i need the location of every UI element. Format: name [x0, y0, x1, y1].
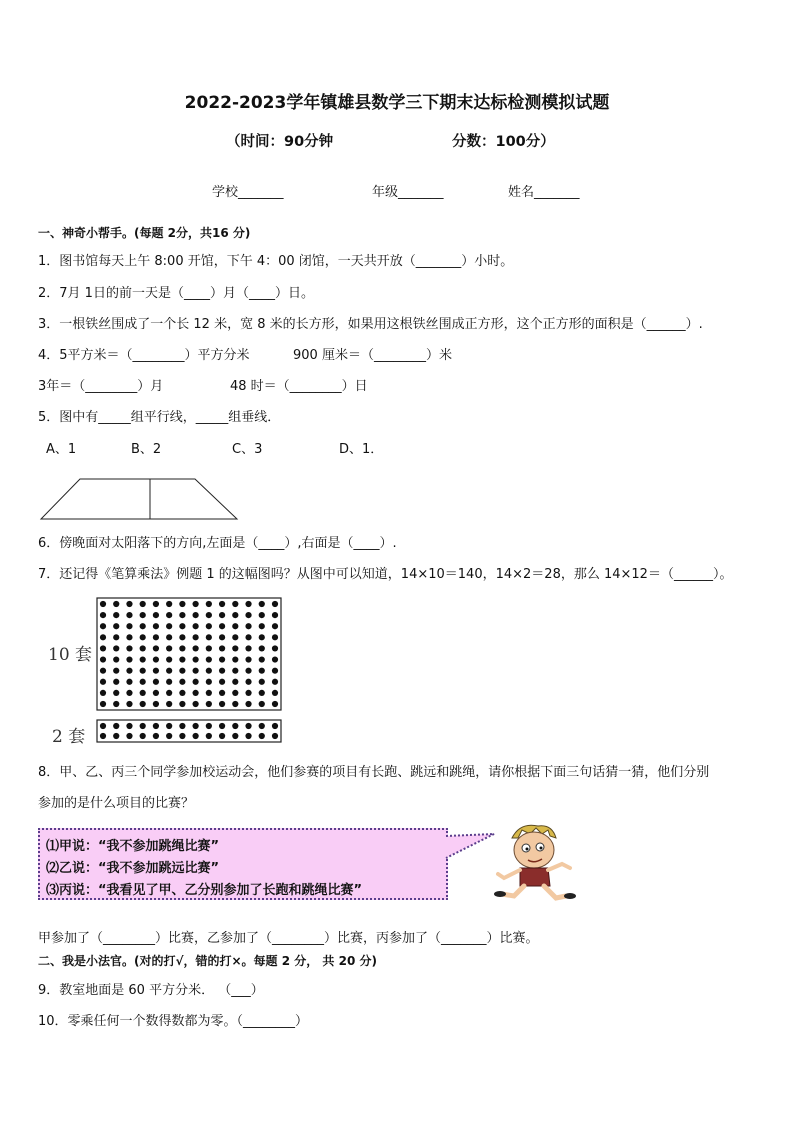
grid-dot [166, 623, 172, 629]
dot-grid-border [97, 598, 281, 710]
grid-dot [113, 623, 119, 629]
grid-dot [193, 733, 199, 739]
grid-dot [100, 623, 106, 629]
question-9: 9．教室地面是 60 平方分米． （___） [38, 983, 264, 998]
grid-dot [140, 656, 146, 662]
grid-dot [126, 679, 132, 685]
grid-dot [140, 623, 146, 629]
grid-dot [166, 668, 172, 674]
grid-dot [153, 733, 159, 739]
grid-dot [232, 656, 238, 662]
grid-dot [113, 668, 119, 674]
grid-dot [179, 634, 185, 640]
grid-dot [259, 634, 265, 640]
grid-dot [206, 612, 212, 618]
grid-dot [259, 601, 265, 607]
grid-dot [259, 723, 265, 729]
grid-dot [245, 733, 251, 739]
dot-grid-label-2: 2 套 [52, 727, 86, 747]
grid-dot [259, 733, 265, 739]
grid-dot [153, 701, 159, 707]
grid-dot [206, 656, 212, 662]
grid-dot [272, 656, 278, 662]
grid-dot [272, 723, 278, 729]
grid-dot [232, 668, 238, 674]
question-1: 1．图书馆每天上午 8:00 开馆，下午 4：00 闭馆，一天共开放（_______）小时。 [38, 254, 514, 269]
grid-dot [193, 601, 199, 607]
grid-dot [140, 701, 146, 707]
grid-dot [245, 623, 251, 629]
grid-dot [140, 645, 146, 651]
grid-dot [100, 656, 106, 662]
grid-dot [232, 723, 238, 729]
dot-grid-border [97, 720, 281, 742]
grid-dot [206, 723, 212, 729]
grid-dot [272, 701, 278, 707]
grid-dot [232, 634, 238, 640]
grid-dot [100, 601, 106, 607]
grid-dot [219, 645, 225, 651]
question-8-answer: 甲参加了（________）比赛，乙参加了（________）比赛，丙参加了（_______）比赛。 [38, 931, 539, 946]
grid-dot [219, 623, 225, 629]
grid-dot [259, 612, 265, 618]
grid-dot [193, 701, 199, 707]
grid-dot [245, 634, 251, 640]
grid-dot [245, 723, 251, 729]
name-field: 姓名_______ [508, 185, 580, 200]
grid-dot [153, 723, 159, 729]
section-1-heading: 一、神奇小帮手。(每题 2分，共16 分) [38, 226, 251, 240]
grid-dot [113, 733, 119, 739]
grid-dot [232, 601, 238, 607]
grid-dot [245, 612, 251, 618]
grid-dot [193, 623, 199, 629]
grid-dot [166, 634, 172, 640]
grid-dot [179, 645, 185, 651]
grid-dot [193, 668, 199, 674]
grid-dot [219, 679, 225, 685]
grid-dot [245, 601, 251, 607]
grid-dot [232, 679, 238, 685]
grid-dot [179, 612, 185, 618]
grid-dot [206, 634, 212, 640]
option-c: C、3 [232, 442, 263, 457]
grid-dot [166, 656, 172, 662]
grid-dot [100, 668, 106, 674]
grid-dot [100, 612, 106, 618]
grid-dot [259, 679, 265, 685]
grid-dot [100, 679, 106, 685]
option-a: A、1 [46, 442, 77, 457]
grid-dot [219, 723, 225, 729]
grid-dot [245, 668, 251, 674]
grid-dot [179, 690, 185, 696]
grid-dot [193, 645, 199, 651]
grid-dot [113, 690, 119, 696]
question-4d: 48 时＝（________）日 [230, 379, 368, 394]
grid-dot [166, 723, 172, 729]
grid-dot [219, 634, 225, 640]
grid-dot [100, 723, 106, 729]
school-field: 学校_______ [212, 185, 284, 200]
question-5: 5．图中有_____组平行线，_____组垂线． [38, 410, 281, 425]
grid-dot [100, 733, 106, 739]
grid-dot [140, 733, 146, 739]
grid-dot [232, 701, 238, 707]
dot-grid-label-10: 10 套 [48, 645, 93, 665]
grid-dot [179, 701, 185, 707]
option-b: B、2 [131, 442, 162, 457]
grid-dot [232, 645, 238, 651]
bubble-line-3: ⑶丙说：“我看见了甲、乙分别参加了长跑和跳绳比赛” [46, 883, 363, 898]
grid-dot [113, 723, 119, 729]
grid-dot [140, 690, 146, 696]
grid-dot [166, 701, 172, 707]
grid-dot [272, 645, 278, 651]
grid-dot [206, 679, 212, 685]
grid-dot [126, 690, 132, 696]
grid-dot [259, 623, 265, 629]
grid-dot [193, 656, 199, 662]
section-2-heading: 二、我是小法官。(对的打√，错的打×。每题 2 分， 共 20 分) [38, 954, 377, 968]
grid-dot [206, 601, 212, 607]
grid-dot [179, 723, 185, 729]
grid-dot [179, 733, 185, 739]
grid-dot [113, 656, 119, 662]
grid-dot [126, 634, 132, 640]
question-4a: 4．5平方米＝（________）平方分米 [38, 348, 250, 363]
grid-dot [140, 668, 146, 674]
grid-dot [272, 623, 278, 629]
grid-dot [259, 668, 265, 674]
grid-dot [179, 668, 185, 674]
grid-dot [272, 690, 278, 696]
grid-dot [140, 612, 146, 618]
grid-dot [206, 701, 212, 707]
grid-dot [193, 723, 199, 729]
grid-dot [259, 690, 265, 696]
grid-dot [126, 656, 132, 662]
grid-dot [140, 723, 146, 729]
grid-dot [219, 656, 225, 662]
grid-dot [113, 645, 119, 651]
grid-dot [179, 679, 185, 685]
dot-grid-10-rows [96, 597, 282, 711]
grid-dot [126, 733, 132, 739]
grid-dot [100, 634, 106, 640]
grid-dot [166, 690, 172, 696]
bubble-line-1: ⑴甲说：“我不参加跳绳比赛” [46, 839, 220, 854]
grid-dot [113, 701, 119, 707]
grid-dot [232, 612, 238, 618]
grid-dot [153, 656, 159, 662]
question-4b: 900 厘米＝（________）米 [293, 348, 452, 363]
question-6: 6．傍晚面对太阳落下的方向,左面是（____）,右面是（____）. [38, 536, 397, 551]
grid-dot [113, 612, 119, 618]
question-2: 2．7月 1日的前一天是（____）月（____）日。 [38, 286, 314, 301]
grid-dot [219, 601, 225, 607]
time-limit: （时间：90分钟 [226, 134, 334, 150]
grid-dot [206, 623, 212, 629]
grid-dot [126, 623, 132, 629]
dot-grid-2-rows [96, 719, 282, 743]
grid-dot [166, 733, 172, 739]
grid-dot [272, 601, 278, 607]
grid-dot [140, 634, 146, 640]
grid-dot [153, 668, 159, 674]
grid-dot [126, 701, 132, 707]
grid-dot [153, 612, 159, 618]
grid-dot [259, 701, 265, 707]
grid-dot [232, 733, 238, 739]
grid-dot [206, 668, 212, 674]
grid-dot [166, 679, 172, 685]
grid-dot [193, 612, 199, 618]
grid-dot [179, 623, 185, 629]
grid-dot [232, 623, 238, 629]
grid-dot [193, 690, 199, 696]
grid-dot [126, 645, 132, 651]
grid-dot [245, 645, 251, 651]
grid-dot [259, 656, 265, 662]
grid-dot [126, 601, 132, 607]
grid-dot [166, 612, 172, 618]
question-3: 3．一根铁丝围成了一个长 12 米，宽 8 米的长方形，如果用这根铁丝围成正方形，这个正方形的面积是（______）. [38, 317, 703, 332]
grid-dot [219, 612, 225, 618]
question-10: 10．零乘任何一个数得数都为零。（________） [38, 1014, 309, 1029]
grid-dot [272, 679, 278, 685]
grid-dot [153, 645, 159, 651]
grid-dot [245, 701, 251, 707]
grid-dot [272, 733, 278, 739]
grid-dot [232, 690, 238, 696]
grid-dot [126, 612, 132, 618]
grid-dot [140, 601, 146, 607]
grid-dot [100, 690, 106, 696]
total-score: 分数：100分） [452, 134, 555, 150]
grid-dot [113, 601, 119, 607]
grid-dot [206, 645, 212, 651]
grid-dot [272, 668, 278, 674]
grid-dot [193, 634, 199, 640]
question-7: 7．还记得《笔算乘法》例题 1 的这幅图吗？从图中可以知道，14×10＝140，14×2＝28，那么 14×12＝（______）。 [38, 567, 733, 582]
grid-dot [166, 601, 172, 607]
grid-dot [179, 601, 185, 607]
option-d: D、1． [339, 442, 384, 457]
grid-dot [219, 690, 225, 696]
grid-dot [245, 656, 251, 662]
question-8-line-2: 参加的是什么项目的比赛？ [38, 796, 195, 811]
grid-dot [153, 634, 159, 640]
grid-dot [126, 668, 132, 674]
grid-dot [153, 690, 159, 696]
grid-dot [100, 645, 106, 651]
grid-dot [206, 733, 212, 739]
grid-dot [245, 679, 251, 685]
grid-dot [113, 634, 119, 640]
grid-dot [245, 690, 251, 696]
grid-dot [153, 679, 159, 685]
grid-dot [179, 656, 185, 662]
grid-dot [140, 679, 146, 685]
grade-field: 年级_______ [372, 185, 444, 200]
grid-dot [219, 701, 225, 707]
grid-dot [193, 679, 199, 685]
question-8-line-1: 8．甲、乙、丙三个同学参加校运动会，他们参赛的项目有长跑、跳远和跳绳，请你根据下面三句话猜一猜，他们分别 [38, 765, 710, 780]
bubble-line-2: ⑵乙说：“我不参加跳远比赛” [46, 861, 220, 876]
trapezoid-figure [38, 476, 242, 522]
grid-dot [219, 668, 225, 674]
running-boy-illustration [490, 820, 580, 906]
grid-dot [206, 690, 212, 696]
grid-dot [272, 612, 278, 618]
page-title: 2022-2023学年镇雄县数学三下期末达标检测模拟试题 [184, 93, 610, 113]
grid-dot [272, 634, 278, 640]
grid-dot [100, 701, 106, 707]
speech-bubble [38, 828, 448, 900]
grid-dot [219, 733, 225, 739]
grid-dot [153, 601, 159, 607]
grid-dot [113, 679, 119, 685]
grid-dot [126, 723, 132, 729]
grid-dot [259, 645, 265, 651]
question-4c: 3年＝（________）月 [38, 379, 164, 394]
grid-dot [153, 623, 159, 629]
grid-dot [166, 645, 172, 651]
